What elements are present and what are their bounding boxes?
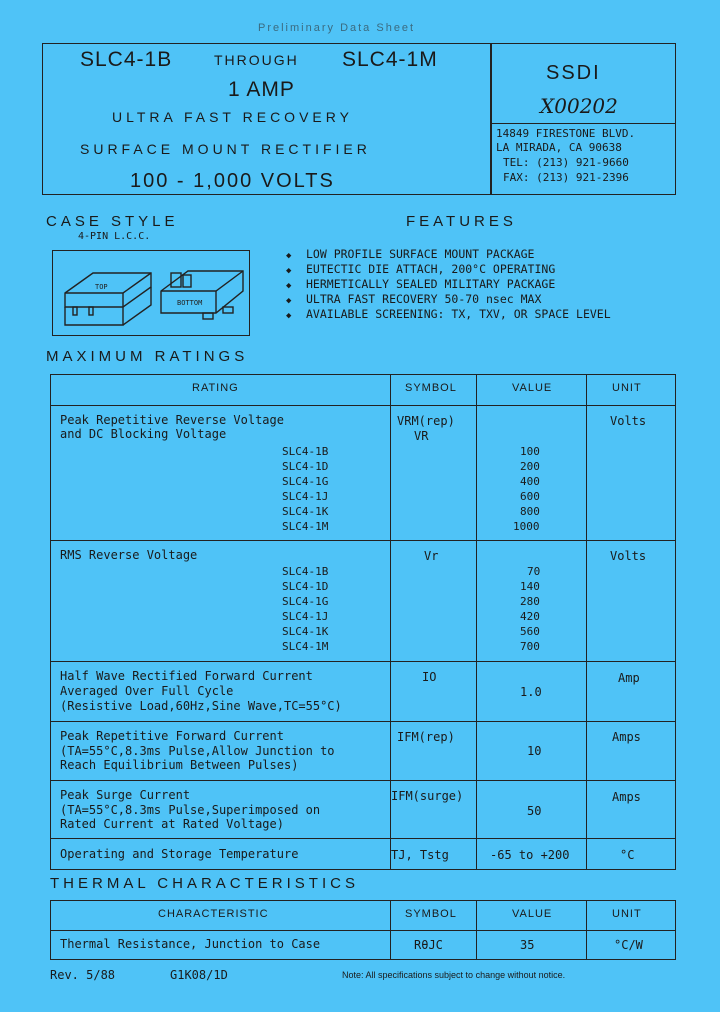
row1-part: SLC4-1K [282, 505, 329, 518]
row5-desc1: Peak Surge Current [60, 788, 191, 802]
thermal-heading: THERMAL CHARACTERISTICS [50, 875, 359, 892]
thermal-value: 35 [520, 938, 535, 952]
footer-code: G1K08/1D [170, 968, 228, 982]
row5-value: 50 [527, 804, 542, 818]
col-header-unit: UNIT [612, 382, 642, 394]
row2-value: 140 [520, 580, 540, 593]
address-line1: 14849 FIRESTONE BLVD. [496, 127, 636, 140]
row2-value: 560 [520, 625, 540, 638]
row1-part: SLC4-1G [282, 475, 329, 488]
row-divider [50, 661, 676, 662]
title-right: SLC4-1M [342, 48, 438, 71]
row2-part: SLC4-1M [282, 640, 329, 653]
address-line2: LA MIRADA, CA 90638 [496, 141, 622, 154]
thermal-unit: °C/W [614, 938, 643, 952]
row4-desc1: Peak Repetitive Forward Current [60, 729, 284, 743]
package-top-view [65, 273, 151, 325]
row1-desc1: Peak Repetitive Reverse Voltage [60, 413, 284, 427]
row1-value: 400 [520, 475, 540, 488]
row3-desc2: Averaged Over Full Cycle [60, 684, 234, 698]
thermal-col-header: UNIT [612, 908, 642, 920]
row2-value: 700 [520, 640, 540, 653]
col-divider [586, 374, 587, 870]
row2-value: 420 [520, 610, 540, 623]
row4-sym: IFM(rep) [397, 730, 455, 744]
package-top-label: TOP [95, 283, 108, 291]
title-left: SLC4-1B [80, 48, 173, 71]
thermal-sym: RθJC [414, 938, 443, 952]
package-drawing [53, 251, 248, 334]
case-style-heading: CASE STYLE [46, 213, 179, 230]
row4-desc2: (TA=55°C,8.3ms Pulse,Allow Junction to [60, 744, 335, 758]
handwritten-code: X00202 [540, 94, 618, 118]
row2-desc1: RMS Reverse Voltage [60, 548, 198, 562]
row1-value: 200 [520, 460, 540, 473]
bullet-icon: ◆ [286, 251, 292, 261]
title-amp: 1 AMP [228, 78, 295, 101]
feature-item: ULTRA FAST RECOVERY 50-70 nsec MAX [306, 292, 542, 306]
row-divider [50, 930, 676, 931]
title-line3: SURFACE MOUNT RECTIFIER [80, 141, 371, 157]
row2-sym: Vr [424, 549, 439, 563]
bullet-icon: ◆ [286, 296, 292, 306]
row2-value: 280 [520, 595, 540, 608]
row5-unit: Amps [612, 790, 641, 804]
row3-desc1: Half Wave Rectified Forward Current [60, 669, 313, 683]
case-style-sub: 4-PIN L.C.C. [78, 231, 151, 242]
row2-part: SLC4-1G [282, 595, 329, 608]
row5-sym: IFM(surge) [391, 789, 464, 803]
row-divider [50, 780, 676, 781]
row1-part: SLC4-1D [282, 460, 329, 473]
row1-value: 1000 [513, 520, 540, 533]
row1-desc2: and DC Blocking Voltage [60, 427, 227, 441]
col-divider [476, 374, 477, 870]
max-ratings-heading: MAXIMUM RATINGS [46, 348, 249, 365]
row6-unit: °C [620, 848, 635, 862]
row-divider [50, 721, 676, 722]
feature-item: EUTECTIC DIE ATTACH, 200°C OPERATING [306, 262, 556, 276]
row5-desc2: (TA=55°C,8.3ms Pulse,Superimposed on [60, 803, 321, 817]
row5-desc3: Rated Current at Rated Voltage) [60, 817, 284, 831]
feature-item: LOW PROFILE SURFACE MOUNT PACKAGE [306, 247, 535, 261]
company-divider [490, 123, 675, 124]
bullet-icon: ◆ [286, 281, 292, 291]
footer-rev: Rev. 5/88 [50, 968, 116, 982]
row1-value: 600 [520, 490, 540, 503]
thermal-col-header: SYMBOL [405, 908, 457, 920]
feature-item: AVAILABLE SCREENING: TX, TXV, OR SPACE LEVEL [306, 307, 611, 321]
row2-unit: Volts [610, 549, 647, 563]
footer-note: Note: All specifications subject to change without notice. [342, 970, 566, 980]
row1-part: SLC4-1M [282, 520, 329, 533]
row1-sym2: VR [414, 429, 429, 443]
bullet-icon: ◆ [286, 311, 292, 321]
title-through: THROUGH [214, 52, 299, 68]
bullet-icon: ◆ [286, 266, 292, 276]
row1-part: SLC4-1J [282, 490, 329, 503]
row1-part: SLC4-1B [282, 445, 329, 458]
row4-unit: Amps [612, 730, 641, 744]
feature-item: HERMETICALLY SEALED MILITARY PACKAGE [306, 277, 556, 291]
row2-part: SLC4-1J [282, 610, 329, 623]
row4-desc3: Reach Equilibrium Between Pulses) [60, 758, 299, 772]
row3-unit: Amp [618, 671, 640, 685]
row6-desc1: Operating and Storage Temperature [60, 847, 299, 861]
tel: TEL: (213) 921-9660 [503, 156, 629, 169]
fax: FAX: (213) 921-2396 [503, 171, 629, 184]
row1-value: 100 [520, 445, 540, 458]
row2-part: SLC4-1D [282, 580, 329, 593]
row3-desc3: (Resistive Load,60Hz,Sine Wave,TC=55°C) [60, 699, 342, 713]
row-divider [50, 540, 676, 541]
features-heading: FEATURES [406, 213, 517, 230]
title-volts: 100 - 1,000 VOLTS [130, 170, 335, 192]
title-line2: ULTRA FAST RECOVERY [112, 109, 353, 125]
row6-sym: TJ, Tstg [391, 848, 449, 862]
row3-value: 1.0 [520, 685, 542, 699]
row1-unit: Volts [610, 414, 647, 428]
row1-value: 800 [520, 505, 540, 518]
row4-value: 10 [527, 744, 542, 758]
row1-sym1: VRM(rep) [397, 414, 455, 428]
thermal-col-header: CHARACTERISTIC [158, 908, 269, 920]
package-bottom-view [161, 271, 243, 319]
row-divider [50, 405, 676, 406]
row-divider [50, 838, 676, 839]
row2-part: SLC4-1B [282, 565, 329, 578]
col-header-rating: RATING [192, 382, 239, 394]
row6-value: -65 to +200 [490, 848, 570, 862]
row2-value: 70 [527, 565, 541, 578]
row3-sym: IO [422, 670, 437, 684]
row2-part: SLC4-1K [282, 625, 329, 638]
preliminary-note: Preliminary Data Sheet [258, 22, 416, 34]
company-name: SSDI [546, 62, 601, 84]
col-header-value: VALUE [512, 382, 553, 394]
thermal-desc: Thermal Resistance, Junction to Case [60, 937, 321, 951]
col-header-symbol: SYMBOL [405, 382, 457, 394]
thermal-col-header: VALUE [512, 908, 553, 920]
package-bottom-label: BOTTOM [177, 299, 203, 307]
